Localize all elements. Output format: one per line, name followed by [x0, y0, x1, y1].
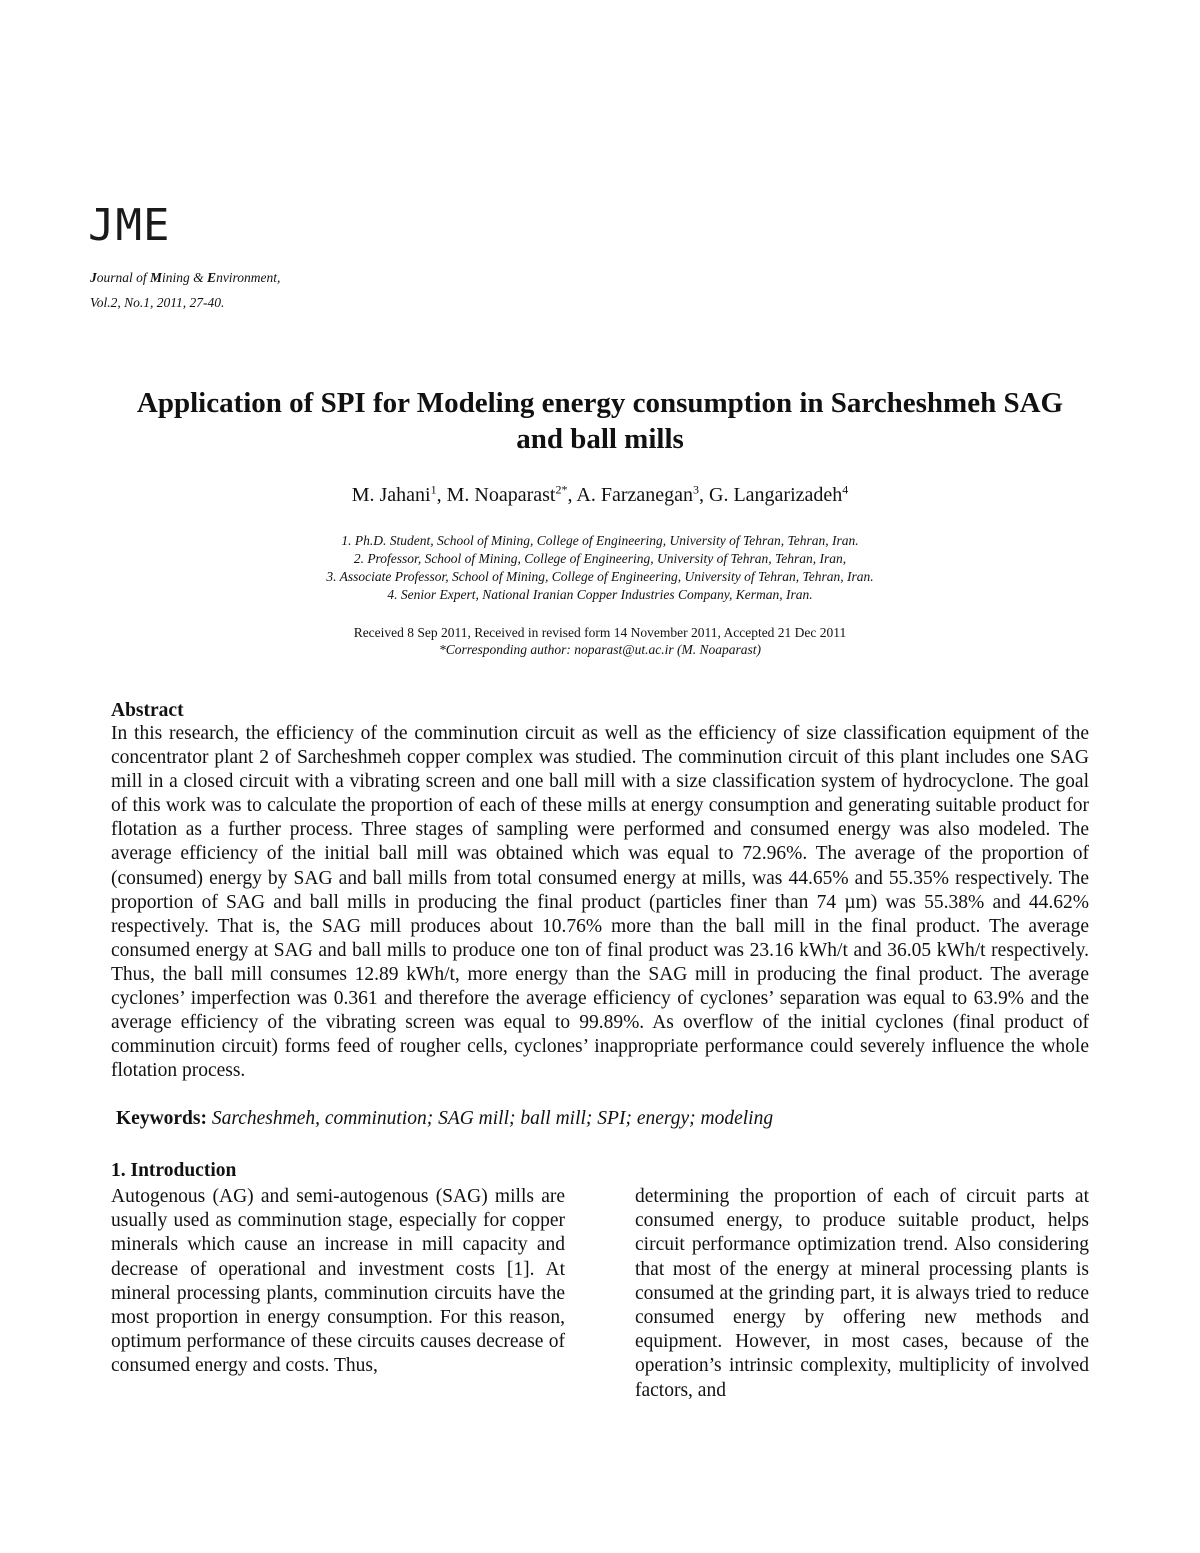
author-list: [100, 484, 1100, 507]
journal-name: [90, 265, 280, 290]
author-separator: ,: [567, 484, 577, 506]
author-separator: ,: [699, 484, 709, 506]
author-name: A. Farzanegan: [576, 484, 693, 506]
abstract-heading: Abstract: [111, 700, 184, 721]
author-affiliation-mark: 3: [693, 482, 699, 497]
received-dates: Received 8 Sep 2011, Received in revised form 14 November 2011, Accepted 21 Dec 2011: [353, 625, 847, 640]
journal-name-initial: E: [207, 270, 217, 285]
affiliations: [100, 532, 1100, 604]
affiliation-line: 3. Associate Professor, School of Mining, College of Engineering, University of Tehran, Tehran, Iran.: [326, 569, 874, 584]
author-name: G. Langarizadeh: [709, 484, 843, 506]
abstract-text: In this research, the efficiency of the comminution circuit as well as the efficiency of size classification equipment of the concentrator plant 2 of Sarcheshmeh copper complex was studied. The comminution circuit of this plant includes one SAG mill in a closed circuit with a vibrating screen and one ball mill with a size classification system of hydrocyclone. The goal of this work was to calculate the proportion of each of these mills at energy consumption and generating suitable product for flotation as a further process. Three stages of sampling were performed and consumed energy was also modeled. The average efficiency of the initial ball mill was obtained which was equal to 72.96%. The average of the proportion of (consumed) energy by SAG and ball mills from total consumed energy at mills, was 44.65% and 55.35% respectively. The proportion of SAG and ball mills in producing the final product (particles finer than 74 µm) was 55.38% and 44.62% respectively. That is, the SAG mill produces about 10.76% more than the ball mill in the final product. The average consumed energy at SAG and ball mills to produce one ton of final product was 23.16 kWh/t and 36.05 kWh/t respectively. Thus, the ball mill consumes 12.89 kWh/t, more energy than the SAG mill in producing the final product. The average cyclones’ imperfection was 0.361 and therefore the average efficiency of cyclones’ separation was equal to 63.9% and the average efficiency of the vibrating screen was equal to 99.89%. As overflow of the initial cyclones (final product of comminution circuit) forms feed of rougher cells, cyclones’ inappropriate performance could severely influence the whole flotation process.: [111, 723, 1089, 1082]
journal-name-part: ining &: [162, 270, 208, 285]
affiliation-line: 1. Ph.D. Student, School of Mining, College of Engineering, University of Tehran, Tehran, Iran.: [341, 533, 859, 548]
author-affiliation-mark: 1: [430, 482, 437, 497]
paper-title-line: and ball mills: [516, 423, 684, 455]
journal-name-initial: J: [90, 270, 97, 285]
journal-name-part: ournal of: [96, 270, 151, 285]
keywords: [116, 1108, 773, 1130]
journal-name-initial: M: [150, 270, 163, 285]
paper-title: [100, 385, 1100, 457]
author-separator: ,: [436, 484, 447, 506]
author-name: M. Jahani: [351, 484, 431, 506]
paper-title-line: Application of SPI for Modeling energy consumption in Sarcheshmeh SAG: [136, 387, 1064, 419]
introduction-column-left: Autogenous (AG) and semi-autogenous (SAG) mills are usually used as comminution stage, especially for copper minerals which cause an increase in mill capacity and decrease of operational and investment costs [1]. At mineral processing plants, comminution circuits have the most proportion in energy consumption. For this reason, optimum performance of these circuits causes decrease of consumed energy and costs. Thus,: [111, 1186, 565, 1377]
journal-volume: Vol.2, No.1, 2011, 27-40.: [90, 295, 225, 310]
affiliation-line: 2. Professor, School of Mining, College of Engineering, University of Tehran, Tehran, Iran,: [353, 551, 847, 566]
author-name: M. Noaparast: [446, 484, 556, 506]
section-heading-introduction: 1. Introduction: [111, 1160, 237, 1181]
keywords-value: Sarcheshmeh, comminution; SAG mill; ball mill; SPI; energy; modeling: [211, 1108, 774, 1129]
corresponding-author: *Corresponding author: noparast@ut.ac.ir (M. Noaparast): [438, 642, 762, 657]
affiliation-line: 4. Senior Expert, National Iranian Copper Industries Company, Kerman, Iran.: [387, 587, 813, 602]
journal-info: [90, 265, 280, 315]
keywords-label: Keywords:: [116, 1108, 207, 1129]
journal-logo: JME: [88, 200, 171, 251]
author-affiliation-mark: 2*: [555, 482, 568, 497]
author-affiliation-mark: 4: [842, 482, 849, 497]
introduction-column-right: determining the proportion of each of circuit parts at consumed energy, to produce suitable product, helps circuit performance optimization trend. Also considering that most of the energy at mineral processing plants is consumed at the grinding part, it is always tried to reduce consumed energy by offering new methods and equipment. However, in most cases, because of the operation’s intrinsic complexity, multiplicity of involved factors, and: [635, 1186, 1089, 1401]
article-history: [100, 624, 1100, 658]
journal-name-part: nvironment,: [216, 270, 281, 285]
